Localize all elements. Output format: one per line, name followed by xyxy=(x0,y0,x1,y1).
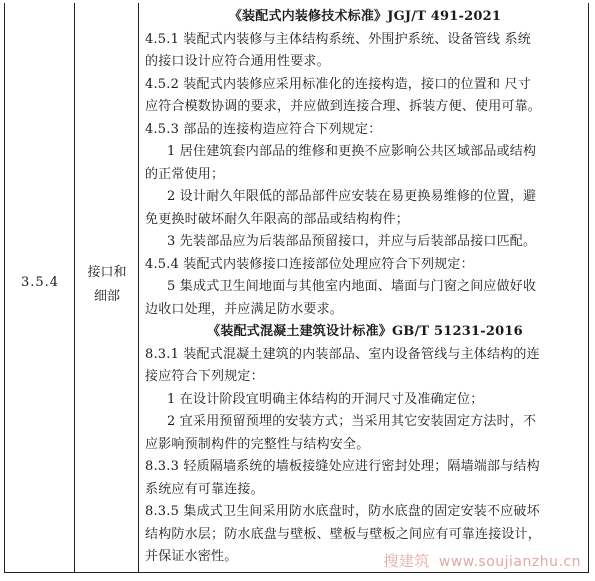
watermark-url: www.soujianzhu.cn xyxy=(438,554,581,570)
provision-line: 结构防水层；防水底盘与壁板、壁板与壁板之间应有可靠连接设计， xyxy=(145,526,542,542)
provision-line: 免更换时破坏耐久年限高的部品或结构构件； xyxy=(145,211,410,227)
provision-line: 并保证水密性。 xyxy=(145,549,238,564)
provision-line: 8.3.1 装配式混凝土建筑的内装部品、室内设备管线与主体结构的连 xyxy=(145,346,540,362)
provision-line: 2 设计耐久年限低的部品部件应安装在易更换易维修的位置，避 xyxy=(167,189,537,204)
provision-line: 1 在设计阶段宜明确主体结构的开洞尺寸及准确定位； xyxy=(167,391,484,407)
standard-heading: 《装配式内装修技术标准》JGJ/T 491-2021 xyxy=(228,9,502,24)
provision-line: 接应符合下列规定： xyxy=(145,369,264,384)
provision-line: 8.3.5 集成式卫生间采用防水底盘时，防水底盘的固定安装不应破坏 xyxy=(145,504,540,519)
spec-table xyxy=(4,3,589,573)
clause-number: 3.5.4 xyxy=(20,275,60,290)
watermark-brand: 搜建筑 xyxy=(383,552,430,570)
site-watermark xyxy=(383,550,581,571)
provision-line: 的接口设计应符合通用性要求。 xyxy=(145,54,330,69)
topic-label xyxy=(75,261,139,309)
provision-line: 应符合模数协调的要求，并应做到连接合理、拆装方便、使用可靠。 xyxy=(145,99,542,114)
topic-label-line1: 接口和 xyxy=(87,265,127,280)
provision-line: 边收口处理，并应满足防水要求。 xyxy=(145,301,344,317)
clause-number-column xyxy=(5,3,75,572)
provision-line: 1 居住建筑套内部品的维修和更换不应影响公共区域部品或结构 xyxy=(167,144,537,159)
provision-line: 2 宜采用预留预埋的安装方式；当采用其它安装固定方法时，不 xyxy=(167,414,537,429)
provision-line: 的正常使用； xyxy=(145,166,225,182)
topic-label-line2: 细部 xyxy=(93,289,120,304)
provision-line: 4.5.3 部品的连接构造应符合下列规定： xyxy=(145,121,382,137)
provision-line: 系统应有可靠连接。 xyxy=(145,481,264,497)
provision-line: 8.3.3 轻质隔墙系统的墙板接缝处应进行密封处理；隔墙端部与结构 xyxy=(145,459,540,474)
topic-column xyxy=(75,3,139,572)
provision-line: 应影响预制构件的完整性与结构安全。 xyxy=(145,436,370,452)
provision-line: 3 先装部品应为后装部品预留接口，并应与后装部品接口匹配。 xyxy=(167,234,537,249)
provision-line: 5 集成式卫生间地面与其他室内地面、墙面与门窗之间应做好收 xyxy=(167,279,537,294)
standard-heading: 《装配式混凝土建筑设计标准》GB/T 51231-2016 xyxy=(207,324,523,339)
provision-line: 4.5.4 装配式内装修接口连接部位处理应符合下列规定： xyxy=(145,256,474,272)
provision-line: 4.5.1 装配式内装修与主体结构系统、外围护系统、设备管线 系统 xyxy=(145,31,531,47)
provision-line: 4.5.2 装配式内装修应采用标准化的连接构造，接口的位置和 尺寸 xyxy=(145,76,531,92)
